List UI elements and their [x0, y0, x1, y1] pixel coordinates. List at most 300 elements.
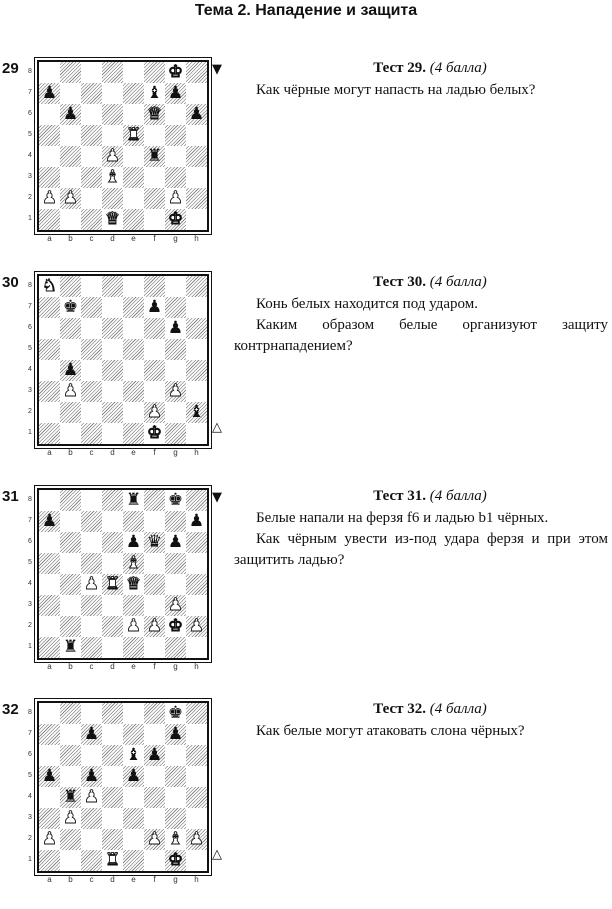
- square-g5: [165, 553, 186, 574]
- square-h4: [186, 360, 207, 381]
- question-paragraph: Конь белых находится под ударом.: [256, 296, 478, 312]
- test-label: Тест 32.: [373, 701, 426, 717]
- square-g5: [165, 339, 186, 360]
- rank-label: 5: [28, 345, 32, 352]
- square-g4: [165, 146, 186, 167]
- square-h8: [186, 703, 207, 724]
- square-e4: [123, 787, 144, 808]
- square-b8: [60, 276, 81, 297]
- square-c7: [81, 511, 102, 532]
- file-label: b: [68, 662, 73, 671]
- black-pawn-icon: ♟: [146, 745, 163, 765]
- square-g1: [165, 423, 186, 444]
- white-king-icon: ♚: [167, 850, 184, 870]
- square-b8: [60, 490, 81, 511]
- square-e1: [123, 423, 144, 444]
- square-d2: [102, 616, 123, 637]
- square-c6: [81, 532, 102, 553]
- problem-31: [0, 488, 612, 688]
- square-f1: [144, 637, 165, 658]
- square-b1: [60, 423, 81, 444]
- square-d7: [102, 724, 123, 745]
- square-d6: [102, 745, 123, 766]
- square-h7: [186, 511, 207, 532]
- rank-label: 2: [28, 622, 32, 629]
- square-h6: [186, 745, 207, 766]
- test-title: [255, 60, 605, 77]
- square-e2: [123, 829, 144, 850]
- square-d1: [102, 850, 123, 871]
- square-f7: [144, 724, 165, 745]
- square-h3: [186, 808, 207, 829]
- square-d4: [102, 360, 123, 381]
- square-e5: [123, 339, 144, 360]
- square-e4: [123, 360, 144, 381]
- square-c3: [81, 167, 102, 188]
- square-a6: [39, 104, 60, 125]
- white-pawn-icon: ♟: [146, 829, 163, 849]
- square-a5: [39, 125, 60, 146]
- square-h7: [186, 83, 207, 104]
- square-e3: [123, 808, 144, 829]
- square-h1: [186, 637, 207, 658]
- square-d6: [102, 104, 123, 125]
- square-h5: [186, 339, 207, 360]
- white-pawn-icon: ♟: [167, 381, 184, 401]
- question-paragraph: Как чёрные могут напасть на ладью белых?: [256, 82, 536, 98]
- white-king-icon: ♚: [167, 62, 184, 82]
- square-a4: [39, 146, 60, 167]
- square-d5: [102, 766, 123, 787]
- rank-label: 3: [28, 387, 32, 394]
- page-title: Тема 2. Нападение и защита: [194, 2, 418, 19]
- black-rook-icon: ♜: [62, 637, 79, 657]
- square-d6: [102, 318, 123, 339]
- square-h2: [186, 616, 207, 637]
- rank-label: 8: [28, 282, 32, 289]
- square-c4: [81, 574, 102, 595]
- white-pawn-icon: ♟: [62, 808, 79, 828]
- square-h5: [186, 766, 207, 787]
- square-b6: [60, 745, 81, 766]
- square-f3: [144, 808, 165, 829]
- square-e6: [123, 532, 144, 553]
- square-f4: [144, 360, 165, 381]
- problem-30: [0, 274, 612, 474]
- square-b7: [60, 297, 81, 318]
- square-c8: [81, 703, 102, 724]
- black-king-icon: ♚: [62, 297, 79, 317]
- square-c3: [81, 381, 102, 402]
- square-a3: [39, 381, 60, 402]
- white-pawn-icon: ♟: [62, 381, 79, 401]
- chess-board: [37, 60, 209, 232]
- square-a5: [39, 766, 60, 787]
- square-b7: [60, 724, 81, 745]
- black-rook-icon: ♜: [125, 490, 142, 510]
- black-bishop-icon: ♝: [146, 83, 163, 103]
- square-c8: [81, 490, 102, 511]
- rank-label: 7: [28, 517, 32, 524]
- turn-indicator-icon: ▼: [212, 62, 222, 77]
- square-b3: [60, 595, 81, 616]
- black-pawn-icon: ♟: [188, 104, 205, 124]
- problem-number: 31: [2, 488, 19, 505]
- black-pawn-icon: ♟: [41, 766, 58, 786]
- square-e7: [123, 83, 144, 104]
- black-pawn-icon: ♟: [62, 360, 79, 380]
- rank-label: 1: [28, 215, 32, 222]
- square-f8: [144, 490, 165, 511]
- square-h5: [186, 553, 207, 574]
- square-e4: [123, 574, 144, 595]
- square-h8: [186, 276, 207, 297]
- square-d3: [102, 595, 123, 616]
- square-d4: [102, 574, 123, 595]
- square-g6: [165, 318, 186, 339]
- square-g2: [165, 402, 186, 423]
- test-title: [255, 488, 605, 505]
- rank-label: 3: [28, 814, 32, 821]
- square-g6: [165, 745, 186, 766]
- square-d7: [102, 297, 123, 318]
- square-f5: [144, 339, 165, 360]
- square-f2: [144, 616, 165, 637]
- square-h7: [186, 297, 207, 318]
- square-e8: [123, 62, 144, 83]
- square-d2: [102, 402, 123, 423]
- square-f2: [144, 402, 165, 423]
- square-h6: [186, 532, 207, 553]
- square-h6: [186, 318, 207, 339]
- test-label: Тест 30.: [373, 274, 426, 290]
- square-e3: [123, 595, 144, 616]
- square-f6: [144, 745, 165, 766]
- square-d2: [102, 829, 123, 850]
- square-c4: [81, 787, 102, 808]
- square-h3: [186, 167, 207, 188]
- test-label: Тест 29.: [373, 60, 426, 76]
- problem-number: 29: [2, 60, 19, 77]
- square-b2: [60, 829, 81, 850]
- square-a1: [39, 637, 60, 658]
- square-e2: [123, 616, 144, 637]
- file-label: h: [194, 234, 199, 243]
- file-label: e: [131, 662, 136, 671]
- square-g7: [165, 83, 186, 104]
- square-a8: [39, 276, 60, 297]
- square-c1: [81, 209, 102, 230]
- square-d6: [102, 532, 123, 553]
- square-f6: [144, 318, 165, 339]
- square-d8: [102, 276, 123, 297]
- square-a2: [39, 402, 60, 423]
- square-b3: [60, 167, 81, 188]
- rank-label: 7: [28, 303, 32, 310]
- square-h8: [186, 62, 207, 83]
- test-title: [255, 274, 605, 291]
- white-bishop-icon: ♝: [104, 167, 121, 187]
- white-king-icon: ♚: [146, 423, 163, 443]
- square-a3: [39, 167, 60, 188]
- square-a1: [39, 209, 60, 230]
- square-d1: [102, 209, 123, 230]
- chess-board: [37, 488, 209, 660]
- square-e1: [123, 637, 144, 658]
- square-e1: [123, 209, 144, 230]
- white-king-icon: ♚: [167, 209, 184, 229]
- square-a8: [39, 62, 60, 83]
- square-d4: [102, 146, 123, 167]
- black-king-icon: ♚: [167, 703, 184, 723]
- square-g4: [165, 360, 186, 381]
- black-pawn-icon: ♟: [167, 532, 184, 552]
- square-a5: [39, 339, 60, 360]
- square-a5: [39, 553, 60, 574]
- white-queen-icon: ♛: [146, 104, 163, 124]
- rank-label: 4: [28, 580, 32, 587]
- file-label: h: [194, 448, 199, 457]
- square-f7: [144, 511, 165, 532]
- square-g4: [165, 574, 186, 595]
- turn-indicator-icon: △: [212, 847, 222, 862]
- file-label: h: [194, 662, 199, 671]
- square-e8: [123, 703, 144, 724]
- square-b4: [60, 360, 81, 381]
- file-label: d: [110, 448, 115, 457]
- rank-label: 7: [28, 89, 32, 96]
- square-f3: [144, 595, 165, 616]
- square-a6: [39, 318, 60, 339]
- white-pawn-icon: ♟: [104, 146, 121, 166]
- file-label: g: [173, 662, 178, 671]
- square-h7: [186, 724, 207, 745]
- square-e8: [123, 490, 144, 511]
- white-pawn-icon: ♟: [125, 616, 142, 636]
- square-e2: [123, 188, 144, 209]
- square-h1: [186, 423, 207, 444]
- square-b4: [60, 787, 81, 808]
- square-d7: [102, 83, 123, 104]
- square-c7: [81, 83, 102, 104]
- square-a6: [39, 532, 60, 553]
- square-e6: [123, 318, 144, 339]
- test-question: [234, 508, 608, 571]
- white-pawn-icon: ♟: [146, 402, 163, 422]
- square-f1: [144, 423, 165, 444]
- black-queen-icon: ♛: [146, 532, 163, 552]
- black-king-icon: ♚: [167, 490, 184, 510]
- square-h5: [186, 125, 207, 146]
- square-c3: [81, 595, 102, 616]
- square-d1: [102, 423, 123, 444]
- square-h2: [186, 402, 207, 423]
- square-g8: [165, 276, 186, 297]
- rank-label: 5: [28, 131, 32, 138]
- black-pawn-icon: ♟: [62, 104, 79, 124]
- square-a4: [39, 787, 60, 808]
- square-b5: [60, 125, 81, 146]
- square-c2: [81, 188, 102, 209]
- square-b6: [60, 318, 81, 339]
- rank-label: 4: [28, 152, 32, 159]
- square-a2: [39, 829, 60, 850]
- white-pawn-icon: ♟: [188, 616, 205, 636]
- square-e3: [123, 381, 144, 402]
- square-b6: [60, 532, 81, 553]
- square-a8: [39, 490, 60, 511]
- square-e5: [123, 766, 144, 787]
- file-label: f: [153, 234, 156, 243]
- square-g4: [165, 787, 186, 808]
- file-label: c: [89, 662, 94, 671]
- square-e1: [123, 850, 144, 871]
- square-b1: [60, 637, 81, 658]
- square-d3: [102, 381, 123, 402]
- chess-board: [37, 274, 209, 446]
- square-f7: [144, 83, 165, 104]
- square-d1: [102, 637, 123, 658]
- square-e3: [123, 167, 144, 188]
- black-pawn-icon: ♟: [167, 724, 184, 744]
- square-g2: [165, 188, 186, 209]
- question-paragraph: Как чёрным увести из-под удара ферзя и при этом защитить ладью?: [234, 531, 608, 568]
- turn-indicator-icon: △: [212, 420, 222, 435]
- black-rook-icon: ♜: [62, 787, 79, 807]
- file-label: d: [110, 875, 115, 884]
- square-g3: [165, 167, 186, 188]
- square-f3: [144, 381, 165, 402]
- black-pawn-icon: ♟: [125, 532, 142, 552]
- white-pawn-icon: ♟: [41, 188, 58, 208]
- black-pawn-icon: ♟: [125, 766, 142, 786]
- file-label: c: [89, 448, 94, 457]
- square-c1: [81, 850, 102, 871]
- test-points: (4 балла): [429, 488, 487, 504]
- square-f8: [144, 276, 165, 297]
- square-e7: [123, 724, 144, 745]
- square-b2: [60, 616, 81, 637]
- square-h4: [186, 146, 207, 167]
- square-h3: [186, 381, 207, 402]
- black-pawn-icon: ♟: [146, 297, 163, 317]
- square-g5: [165, 766, 186, 787]
- rank-label: 5: [28, 772, 32, 779]
- square-f5: [144, 553, 165, 574]
- white-pawn-icon: ♟: [167, 595, 184, 615]
- problem-29: [0, 60, 612, 260]
- file-label: f: [153, 448, 156, 457]
- square-b3: [60, 381, 81, 402]
- square-g7: [165, 297, 186, 318]
- file-label: g: [173, 875, 178, 884]
- test-title: [255, 701, 605, 718]
- square-f8: [144, 703, 165, 724]
- square-g6: [165, 104, 186, 125]
- square-e5: [123, 125, 144, 146]
- square-b1: [60, 850, 81, 871]
- square-f5: [144, 766, 165, 787]
- black-pawn-icon: ♟: [167, 83, 184, 103]
- square-d5: [102, 553, 123, 574]
- file-label: a: [47, 234, 52, 243]
- square-h1: [186, 850, 207, 871]
- square-f6: [144, 532, 165, 553]
- rank-label: 6: [28, 538, 32, 545]
- white-pawn-icon: ♟: [167, 188, 184, 208]
- white-knight-icon: ♞: [41, 276, 58, 296]
- square-g2: [165, 829, 186, 850]
- square-e4: [123, 146, 144, 167]
- square-g7: [165, 511, 186, 532]
- test-question: [234, 294, 608, 357]
- square-h2: [186, 829, 207, 850]
- square-h8: [186, 490, 207, 511]
- square-c1: [81, 637, 102, 658]
- square-f2: [144, 829, 165, 850]
- question-paragraph: Каким образом белые организуют защиту контрнападением?: [234, 317, 608, 354]
- square-a1: [39, 850, 60, 871]
- test-points: (4 балла): [429, 274, 487, 290]
- square-e7: [123, 511, 144, 532]
- rank-label: 1: [28, 643, 32, 650]
- black-bishop-icon: ♝: [125, 745, 142, 765]
- square-g3: [165, 381, 186, 402]
- file-label: g: [173, 234, 178, 243]
- rank-label: 1: [28, 856, 32, 863]
- square-h3: [186, 595, 207, 616]
- square-d5: [102, 125, 123, 146]
- square-b1: [60, 209, 81, 230]
- square-h2: [186, 188, 207, 209]
- square-h4: [186, 787, 207, 808]
- white-pawn-icon: ♟: [188, 829, 205, 849]
- square-c6: [81, 104, 102, 125]
- square-c7: [81, 724, 102, 745]
- white-pawn-icon: ♟: [41, 829, 58, 849]
- black-pawn-icon: ♟: [41, 83, 58, 103]
- square-f4: [144, 146, 165, 167]
- square-d2: [102, 188, 123, 209]
- rank-label: 4: [28, 366, 32, 373]
- square-a2: [39, 188, 60, 209]
- rank-label: 6: [28, 751, 32, 758]
- square-g1: [165, 637, 186, 658]
- rank-label: 8: [28, 68, 32, 75]
- square-b7: [60, 511, 81, 532]
- square-c2: [81, 829, 102, 850]
- black-pawn-icon: ♟: [167, 318, 184, 338]
- square-g8: [165, 703, 186, 724]
- square-d5: [102, 339, 123, 360]
- square-c3: [81, 808, 102, 829]
- white-king-icon: ♚: [167, 616, 184, 636]
- square-d3: [102, 167, 123, 188]
- square-c5: [81, 339, 102, 360]
- black-bishop-icon: ♝: [188, 402, 205, 422]
- square-f2: [144, 188, 165, 209]
- square-c6: [81, 318, 102, 339]
- square-g8: [165, 490, 186, 511]
- rank-label: 3: [28, 601, 32, 608]
- square-a7: [39, 724, 60, 745]
- square-b2: [60, 402, 81, 423]
- black-pawn-icon: ♟: [41, 511, 58, 531]
- square-c1: [81, 423, 102, 444]
- turn-indicator-icon: ▼: [212, 490, 222, 505]
- square-d8: [102, 490, 123, 511]
- rank-label: 6: [28, 110, 32, 117]
